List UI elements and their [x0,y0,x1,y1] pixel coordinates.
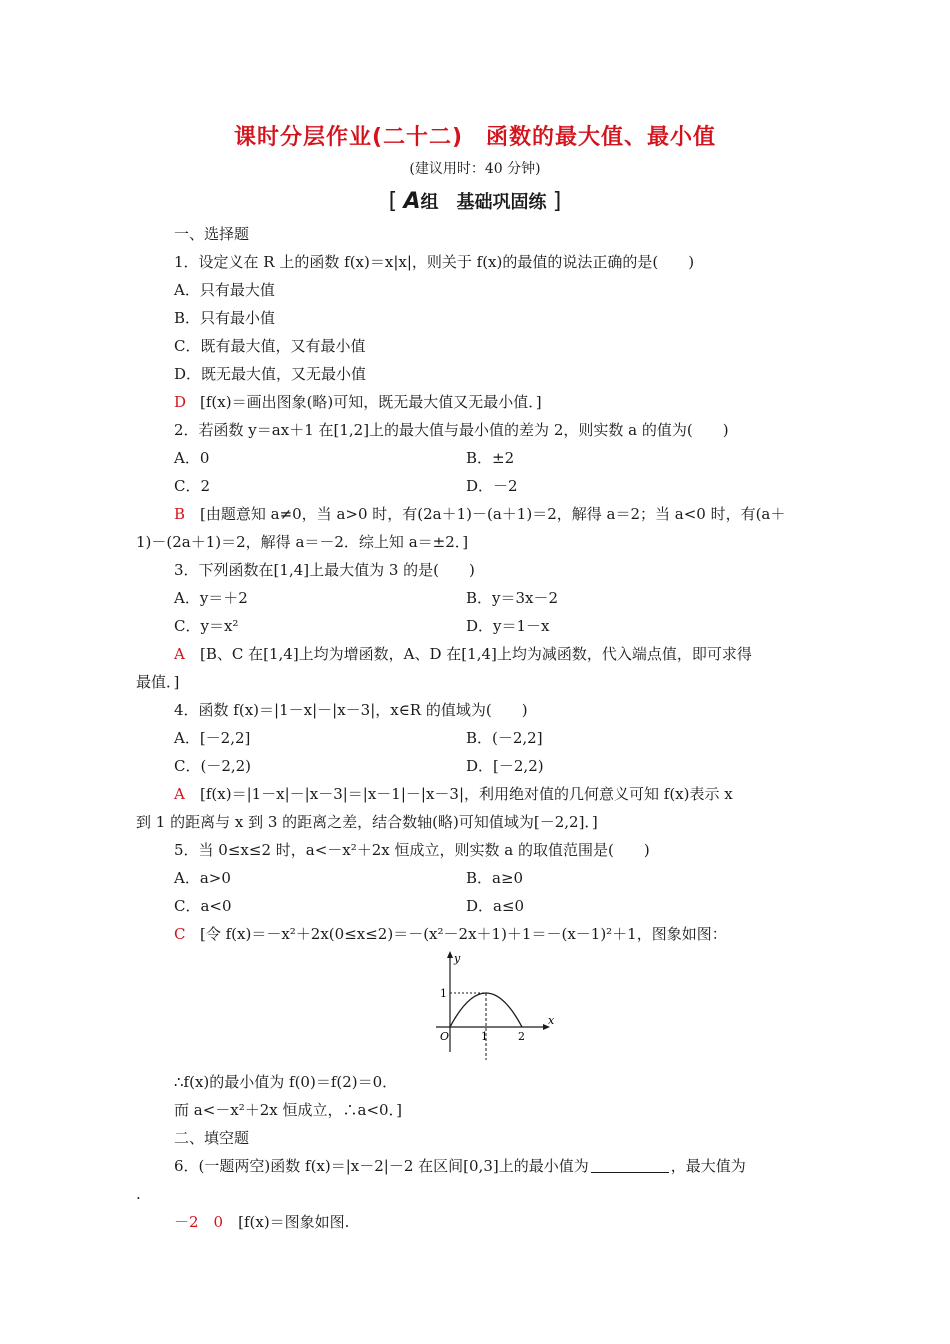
q5-option-a: A．a>0 [174,869,231,887]
q3-option-d: D．y＝1－x [466,617,550,635]
q1-answer: D [174,393,187,411]
q4-option-a: A．[－2,2] [174,729,251,747]
q6-stem-c: . [136,1185,141,1203]
origin-label: O [440,1030,450,1043]
q2-answer: B [174,505,186,523]
q5-option-d: D．a≤0 [466,897,525,915]
q3-options-row2 [136,612,816,640]
q1-option-a: A．只有最大值 [174,281,275,299]
q5-explain-2: ∴f(x)的最小值为 f(0)＝f(2)＝0． [174,1073,398,1091]
q3-options-row1 [136,584,816,612]
group-text: 组 基础巩固练 [420,192,547,213]
q2-options-row1 [136,444,816,472]
q3-explain-2: 最值．] [136,673,180,691]
y-one-label: 1 [440,987,447,1000]
section-choice-heading: 一、选择题 [174,225,250,243]
q5-options-row1 [136,864,816,892]
q5-option-c: C．a<0 [174,897,232,915]
q4-option-d: D．[－2,2) [466,757,544,775]
q3-option-a: A．y＝＋2 [174,589,248,607]
q4-answer: A [174,785,185,803]
q5-explain-1: [令 f(x)＝－x²＋2x(0≤x≤2)＝－(x²－2x＋1)＋1＝－(x－1)²＋1，图象如图： [200,925,727,943]
q2-explain-1: [由题意知 a≠0，当 a>0 时，有(2a＋1)－(a＋1)＝2，解得 a＝2；当 a<0 时，有(a＋ [200,505,786,523]
q2-stem: 2．若函数 y＝ax＋1 在[1,2]上的最大值与最小值的差为 2，则实数 a 的值为( ) [174,421,729,439]
q2-option-a: A．0 [174,449,210,467]
group-heading [0,188,950,214]
y-axis-arrow-icon [447,951,453,958]
suggested-time: (建议用时：40 分钟) [409,161,541,177]
q2-options-row2 [136,472,816,500]
q4-option-c: C．(－2,2) [174,757,252,775]
q1-option-d: D．既无最大值，又无最小值 [174,365,367,383]
q3-solution [136,640,816,668]
q3-explain-1: [B、C 在[1,4]上均为增函数，A、D 在[1,4]上均为减函数，代入端点值，即可求得 [200,645,752,663]
q1-stem: 1．设定义在 R 上的函数 f(x)＝x|x|，则关于 f(x)的最值的说法正确的是( ) [174,253,695,271]
q5-explain-3: 而 a<－x²＋2x 恒成立，∴a<0．] [174,1101,402,1119]
q3-option-c: C．y＝x² [174,617,239,635]
q4-options-row1 [136,724,816,752]
q1-option-b: B．只有最小值 [174,309,276,327]
q6-stem [136,1152,816,1180]
q6-blank [591,1156,669,1173]
q6-solution [136,1208,816,1236]
q4-option-b: B．(－2,2] [466,729,543,747]
q5-options-row2 [136,892,816,920]
q1-solution [136,388,816,416]
q5-solution [136,920,816,948]
q1-option-c: C．既有最大值，又有最小值 [174,337,366,355]
q4-explain-2: 到 1 的距离与 x 到 3 的距离之差，结合数轴(略)可知值域为[－2,2]．] [136,813,598,831]
parabola-graph [136,948,816,1068]
section-fill-heading: 二、填空题 [174,1129,250,1147]
q5-stem: 5．当 0≤x≤2 时，a<－x²＋2x 恒成立，则实数 a 的取值范围是( ) [174,841,650,859]
q2-option-c: C．2 [174,477,211,495]
q2-explain-2: 1)－(2a＋1)＝2，解得 a＝－2．综上知 a＝±2．] [136,533,469,551]
q5-option-b: B．a≥0 [466,869,524,887]
parabola-figure [426,948,556,1060]
q4-options-row2 [136,752,816,780]
q2-solution [136,500,816,528]
q3-answer: A [174,645,185,663]
q4-solution [136,780,816,808]
q6-explain: [f(x)＝图象如图. [238,1213,350,1231]
x-two-label: 2 [518,1030,525,1043]
worksheet-body [136,220,816,1236]
q6-stem-b: ，最大值为 [670,1157,746,1175]
q2-option-d: D．－2 [466,477,518,495]
y-label: y [454,952,461,965]
q5-answer: C [174,925,186,943]
x-label: x [548,1014,555,1027]
group-bracket-left: [ [388,189,398,214]
q4-explain-1: [f(x)＝|1－x|－|x－3|＝|x－1|－|x－3|，利用绝对值的几何意义可知 f(x)表示 x [200,785,733,803]
q4-stem: 4．函数 f(x)＝|1－x|－|x－3|，x∈R 的值域为( ) [174,701,528,719]
q3-stem: 3．下列函数在[1,4]上最大值为 3 的是( ) [174,561,475,579]
q2-option-b: B．±2 [466,449,515,467]
group-bracket-right: ] [552,189,562,214]
q3-option-b: B．y＝3x－2 [466,589,559,607]
q1-explain: [f(x)＝画出图象(略)可知，既无最大值又无最小值．] [200,393,542,411]
q6-stem-a: 6．(一题两空)函数 f(x)＝|x－2|－2 在区间[0,3]上的最小值为 [174,1157,589,1175]
q6-answer: －2 0 [174,1213,224,1231]
page-title: 课时分层作业(二十二) 函数的最大值、最小值 [233,125,717,150]
x-one-label: 1 [481,1030,488,1043]
group-letter: A [403,189,421,214]
